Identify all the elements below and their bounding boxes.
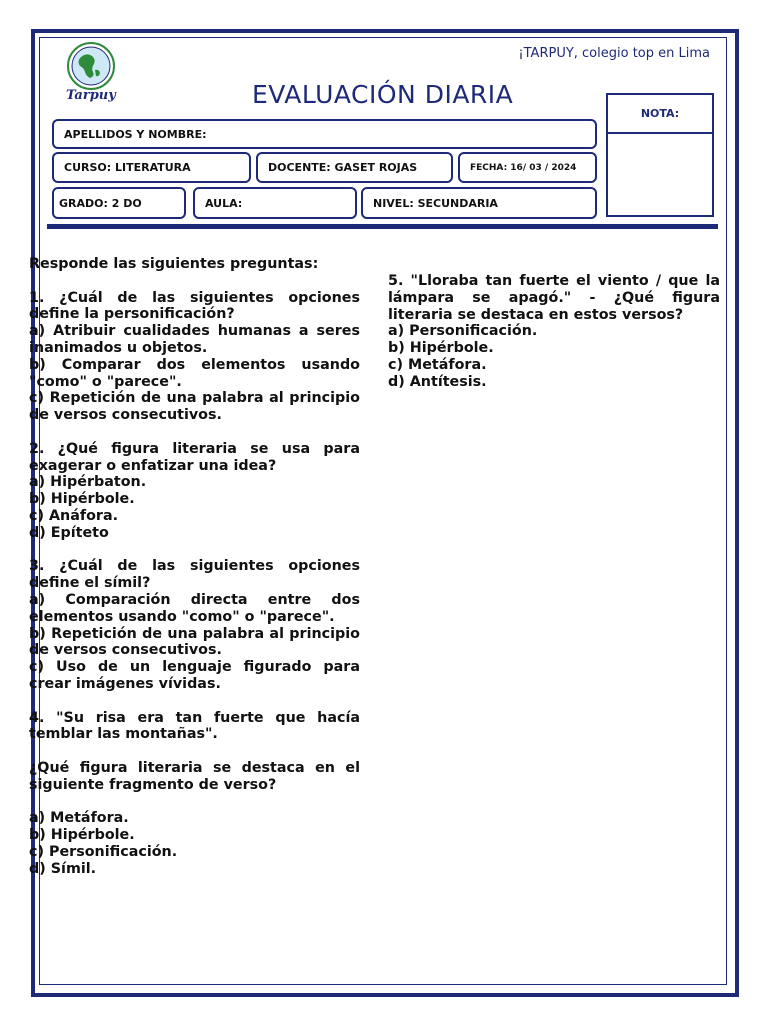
- question-2: [29, 441, 360, 542]
- question-prompt: 2. ¿Qué figura literaria se usa para exagerar o enfatizar una idea?: [29, 440, 360, 474]
- date-field: FECHA: 16/ 03 / 2024: [458, 152, 597, 183]
- grade-box-label: NOTA:: [608, 95, 712, 134]
- answer-option: a) Hipérbaton.: [29, 474, 147, 491]
- school-tagline: ¡TARPUY, colegio top en Lima: [518, 46, 710, 61]
- grade-field: GRADO: 2 DO: [52, 187, 186, 219]
- answer-option: d) Símil.: [29, 860, 97, 877]
- question-prompt: ¿Qué figura literaria se destaca en el siguiente fragmento de verso?: [29, 759, 360, 793]
- instructions: Responde las siguientes preguntas:: [29, 256, 319, 272]
- question-prompt: 5. "Lloraba tan fuerte el viento / que la lámpara se apagó." - ¿Qué figura literaria se destaca en estos versos?: [388, 273, 720, 323]
- question-1: [29, 290, 360, 424]
- question-quote: 4. "Su risa era tan fuerte que hacía temblar las montañas".: [29, 709, 360, 743]
- answer-option: b) Comparar dos elementos usando "como" o "parece".: [29, 356, 360, 390]
- question-5: [388, 273, 720, 391]
- answer-option: a) Comparación directa entre dos elementos usando "como" o "parece".: [29, 591, 360, 625]
- answer-option: c) Metáfora.: [388, 356, 487, 373]
- course-field: CURSO: LITERATURA: [52, 152, 251, 183]
- grade-box: [606, 93, 714, 217]
- teacher-field: DOCENTE: GASET ROJAS: [256, 152, 453, 183]
- answer-option: d) Epíteto: [29, 524, 109, 541]
- answer-option: c) Anáfora.: [29, 507, 119, 524]
- level-field: NIVEL: SECUNDARIA: [361, 187, 597, 219]
- answer-option: c) Personificación.: [29, 843, 178, 860]
- answer-option: a) Metáfora.: [29, 810, 129, 827]
- answer-option: a) Atribuir cualidades humanas a seres inanimados u objetos.: [29, 323, 360, 356]
- left-column: [29, 256, 360, 877]
- answer-option: d) Antítesis.: [388, 373, 487, 390]
- answer-option: c) Uso de un lenguaje figurado para crear imágenes vívidas.: [29, 659, 360, 692]
- right-column: [388, 273, 720, 391]
- header-divider: [47, 224, 718, 229]
- student-name-field[interactable]: APELLIDOS Y NOMBRE:: [52, 119, 597, 149]
- school-name: Tarpuy: [66, 88, 116, 103]
- classroom-field[interactable]: AULA:: [193, 187, 357, 219]
- answer-option: b) Repetición de una palabra al principio de versos consecutivos.: [29, 625, 360, 659]
- answer-option: b) Hipérbole.: [29, 491, 135, 508]
- answer-option: c) Repetición de una palabra al principio de versos consecutivos.: [29, 390, 360, 424]
- question-prompt: 1. ¿Cuál de las siguientes opciones define la personificación?: [29, 289, 360, 323]
- answer-option: b) Hipérbole.: [29, 827, 135, 844]
- question-4: [29, 710, 360, 878]
- question-prompt: 3. ¿Cuál de las siguientes opciones define el símil?: [29, 558, 360, 592]
- answer-option: a) Personificación.: [388, 323, 538, 340]
- page-title: EVALUACIÓN DIARIA: [252, 80, 514, 109]
- question-3: [29, 558, 360, 692]
- answer-option: b) Hipérbole.: [388, 340, 494, 357]
